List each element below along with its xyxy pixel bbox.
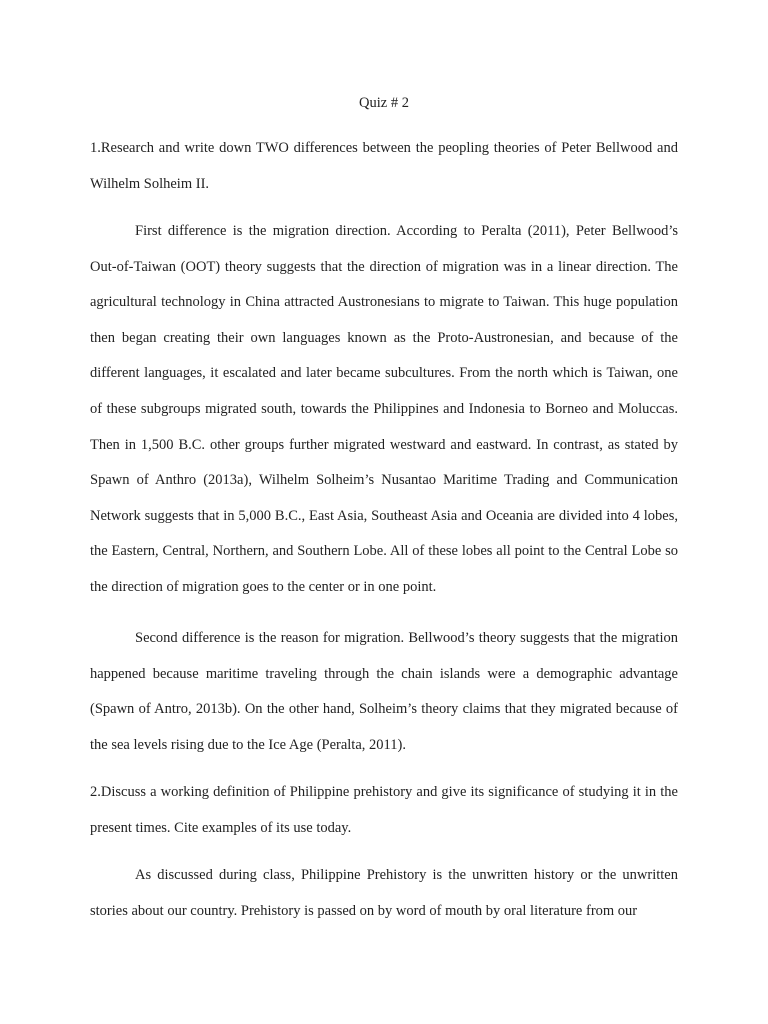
question-2: 2.Discuss a working definition of Philippine prehistory and give its significance of studying it in the present times. Cite examples of its use today. [90, 784, 678, 836]
page-title: Quiz # 2 [359, 95, 409, 111]
question-1: 1.Research and write down TWO differences between the peopling theories of Peter Bellwood and Wilhelm Solheim II. [90, 140, 678, 192]
answer-2-paragraph-1: As discussed during class, Philippine Prehistory is the unwritten history or the unwritten stories about our country. Prehistory is passed on by word of mouth by oral literature from our [90, 867, 678, 919]
answer-1-paragraph-1: First difference is the migration direction. According to Peralta (2011), Peter Bellwood’s Out-of-Taiwan (OOT) theory suggests that the direction of migration was in a linear direction. The agricultural technology in China attracted Austronesians to migrate to Taiwan. This huge population then began creating their own languages known as the Proto-Austronesian, and because of the different languages, it escalated and later became subcultures. From the north which is Taiwan, one of these subgroups migrated south, towards the Philippines and Indonesia to Borneo and Moluccas. Then in 1,500 B.C. other groups further migrated westward and eastward. In contrast, as stated by Spawn of Anthro (2013a), Wilhelm Solheim’s Nusantao Maritime Trading and Communication Network suggests that in 5,000 B.C., East Asia, Southeast Asia and Oceania are divided into 4 lobes, the Eastern, Central, Northern, and Southern Lobe. All of these lobes all point to the Central Lobe so the direction of migration goes to the center or in one point. [90, 223, 678, 595]
answer-1-paragraph-2: Second difference is the reason for migration. Bellwood’s theory suggests that the migration happened because maritime traveling through the chain islands were a demographic advantage (Spawn of Antro, 2013b). On the other hand, Solheim’s theory claims that they migrated because of the sea levels rising due to the Ice Age (Peralta, 2011). [90, 630, 678, 753]
